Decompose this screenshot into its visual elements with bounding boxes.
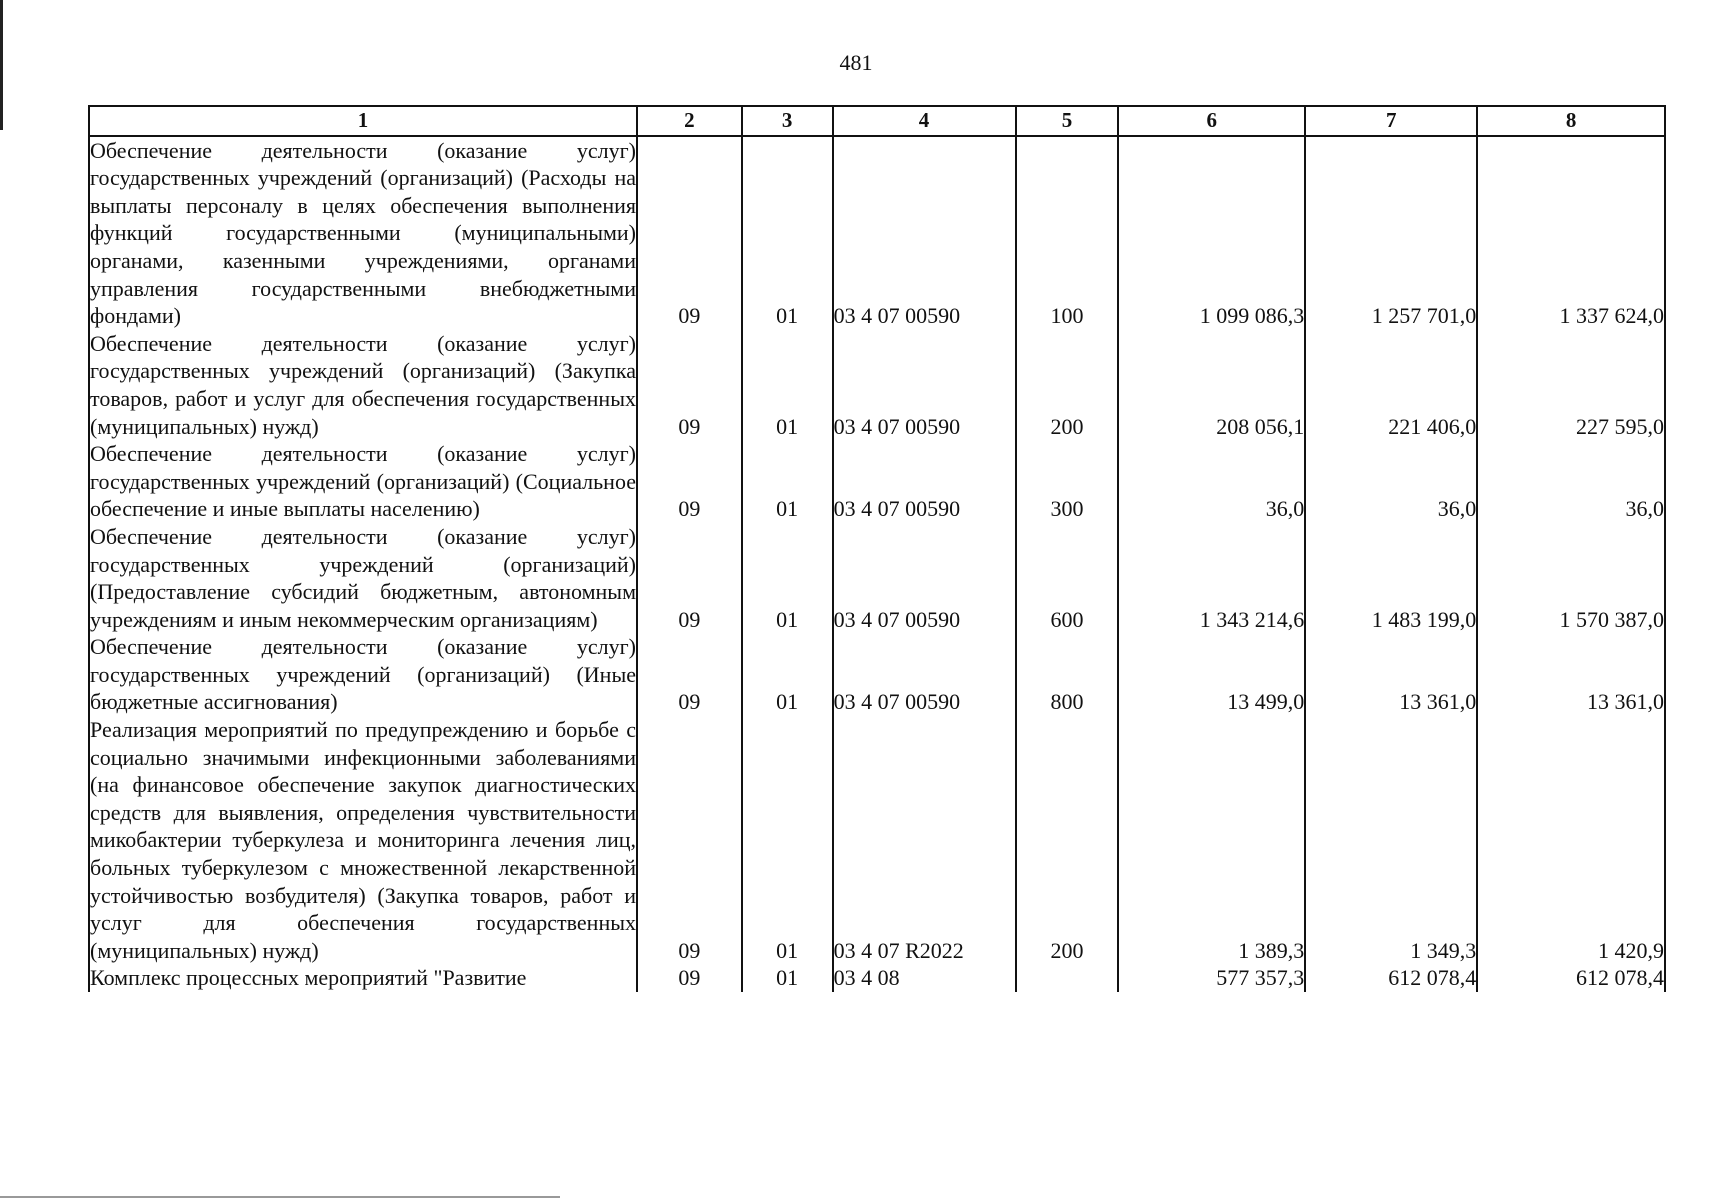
row-section: 09 [637,716,742,964]
scan-bottom-rule [0,1196,560,1198]
column-header-row [89,106,1665,136]
row-section: 09 [637,523,742,633]
row-amount-col7: 36,0 [1305,440,1477,523]
column-header-7: 7 [1305,106,1477,136]
row-section: 09 [637,440,742,523]
row-subsection: 01 [742,633,833,716]
row-amount-col7: 1 349,3 [1305,716,1477,964]
row-description: Обеспечение деятельности (оказание услуг) государственных учреждений (организаций) (Предоставление субсидий бюджетным, автономным учреждениям и иным некоммерческим организациям) [90,523,636,632]
table-row [89,633,1665,716]
row-subsection: 01 [742,964,833,992]
column-header-3: 3 [742,106,833,136]
row-amount-col8: 1 337 624,0 [1477,136,1665,330]
row-expense-type: 300 [1016,440,1119,523]
row-target-article: 03 4 07 00590 [833,136,1016,330]
table-row [89,136,1665,330]
row-amount-col7: 612 078,4 [1305,964,1477,992]
row-subsection: 01 [742,716,833,964]
table-row [89,330,1665,440]
row-expense-type: 100 [1016,136,1119,330]
row-amount-col8: 36,0 [1477,440,1665,523]
column-header-2: 2 [637,106,742,136]
table-row [89,716,1665,964]
page-number: 481 [839,50,873,75]
row-amount-col6: 1 389,3 [1118,716,1305,964]
row-section: 09 [637,633,742,716]
table-row [89,964,1665,992]
row-section: 09 [637,136,742,330]
row-expense-type: 200 [1016,330,1119,440]
row-section: 09 [637,330,742,440]
table-row [89,523,1665,633]
row-amount-col8: 13 361,0 [1477,633,1665,716]
row-description: Обеспечение деятельности (оказание услуг) государственных учреждений (организаций) (Иные бюджетные ассигнования) [90,634,636,715]
row-amount-col7: 1 483 199,0 [1305,523,1477,633]
row-subsection: 01 [742,330,833,440]
table-row [89,440,1665,523]
row-section: 09 [637,964,742,992]
budget-table [88,105,1666,992]
column-header-8: 8 [1477,106,1665,136]
row-target-article: 03 4 08 [833,964,1016,992]
row-amount-col8: 227 595,0 [1477,330,1665,440]
row-expense-type [1016,964,1119,992]
row-description: Обеспечение деятельности (оказание услуг) государственных учреждений (организаций) (Закупка товаров, работ и услуг для обеспечения государственных (муниципальных) нужд) [90,330,636,439]
row-expense-type: 600 [1016,523,1119,633]
row-description: Обеспечение деятельности (оказание услуг) государственных учреждений (организаций) (Социальное обеспечение и иные выплаты населению) [90,441,636,522]
column-header-1: 1 [89,106,637,136]
row-subsection: 01 [742,440,833,523]
row-target-article: 03 4 07 00590 [833,440,1016,523]
row-amount-col7: 221 406,0 [1305,330,1477,440]
row-amount-col6: 1 343 214,6 [1118,523,1305,633]
row-amount-col6: 577 357,3 [1118,964,1305,992]
row-amount-col7: 1 257 701,0 [1305,136,1477,330]
row-amount-col6: 208 056,1 [1118,330,1305,440]
row-amount-col6: 13 499,0 [1118,633,1305,716]
column-header-5: 5 [1016,106,1119,136]
row-amount-col8: 1 570 387,0 [1477,523,1665,633]
row-subsection: 01 [742,523,833,633]
row-expense-type: 800 [1016,633,1119,716]
column-header-4: 4 [833,106,1016,136]
row-description: Обеспечение деятельности (оказание услуг) государственных учреждений (организаций) (Расходы на выплаты персоналу в целях обеспечения выполнения функций государственными (муниципальными) органами, казенными учреждениями, органами управления государственными внебюджетными фондами) [90,137,636,329]
row-target-article: 03 4 07 R2022 [833,716,1016,964]
row-amount-col6: 1 099 086,3 [1118,136,1305,330]
row-expense-type: 200 [1016,716,1119,964]
row-target-article: 03 4 07 00590 [833,633,1016,716]
row-amount-col8: 1 420,9 [1477,716,1665,964]
column-header-6: 6 [1118,106,1305,136]
row-amount-col8: 612 078,4 [1477,964,1665,992]
row-description: Комплекс процессных мероприятий "Развитие [89,964,637,992]
row-target-article: 03 4 07 00590 [833,330,1016,440]
row-subsection: 01 [742,136,833,330]
row-target-article: 03 4 07 00590 [833,523,1016,633]
row-amount-col7: 13 361,0 [1305,633,1477,716]
row-description: Реализация мероприятий по предупреждению и борьбе с социально значимыми инфекционными заболеваниями (на финансовое обеспечение закупок диагностических средств для выявления, определения чувствительности микобактерии туберкулеза и мониторинга лечения лиц, больных туберкулезом с множественной лекарственной устойчивостью возбудителя) (Закупка товаров, работ и услуг для обеспечения государственных (муниципальных) нужд) [90,717,636,963]
row-amount-col6: 36,0 [1118,440,1305,523]
